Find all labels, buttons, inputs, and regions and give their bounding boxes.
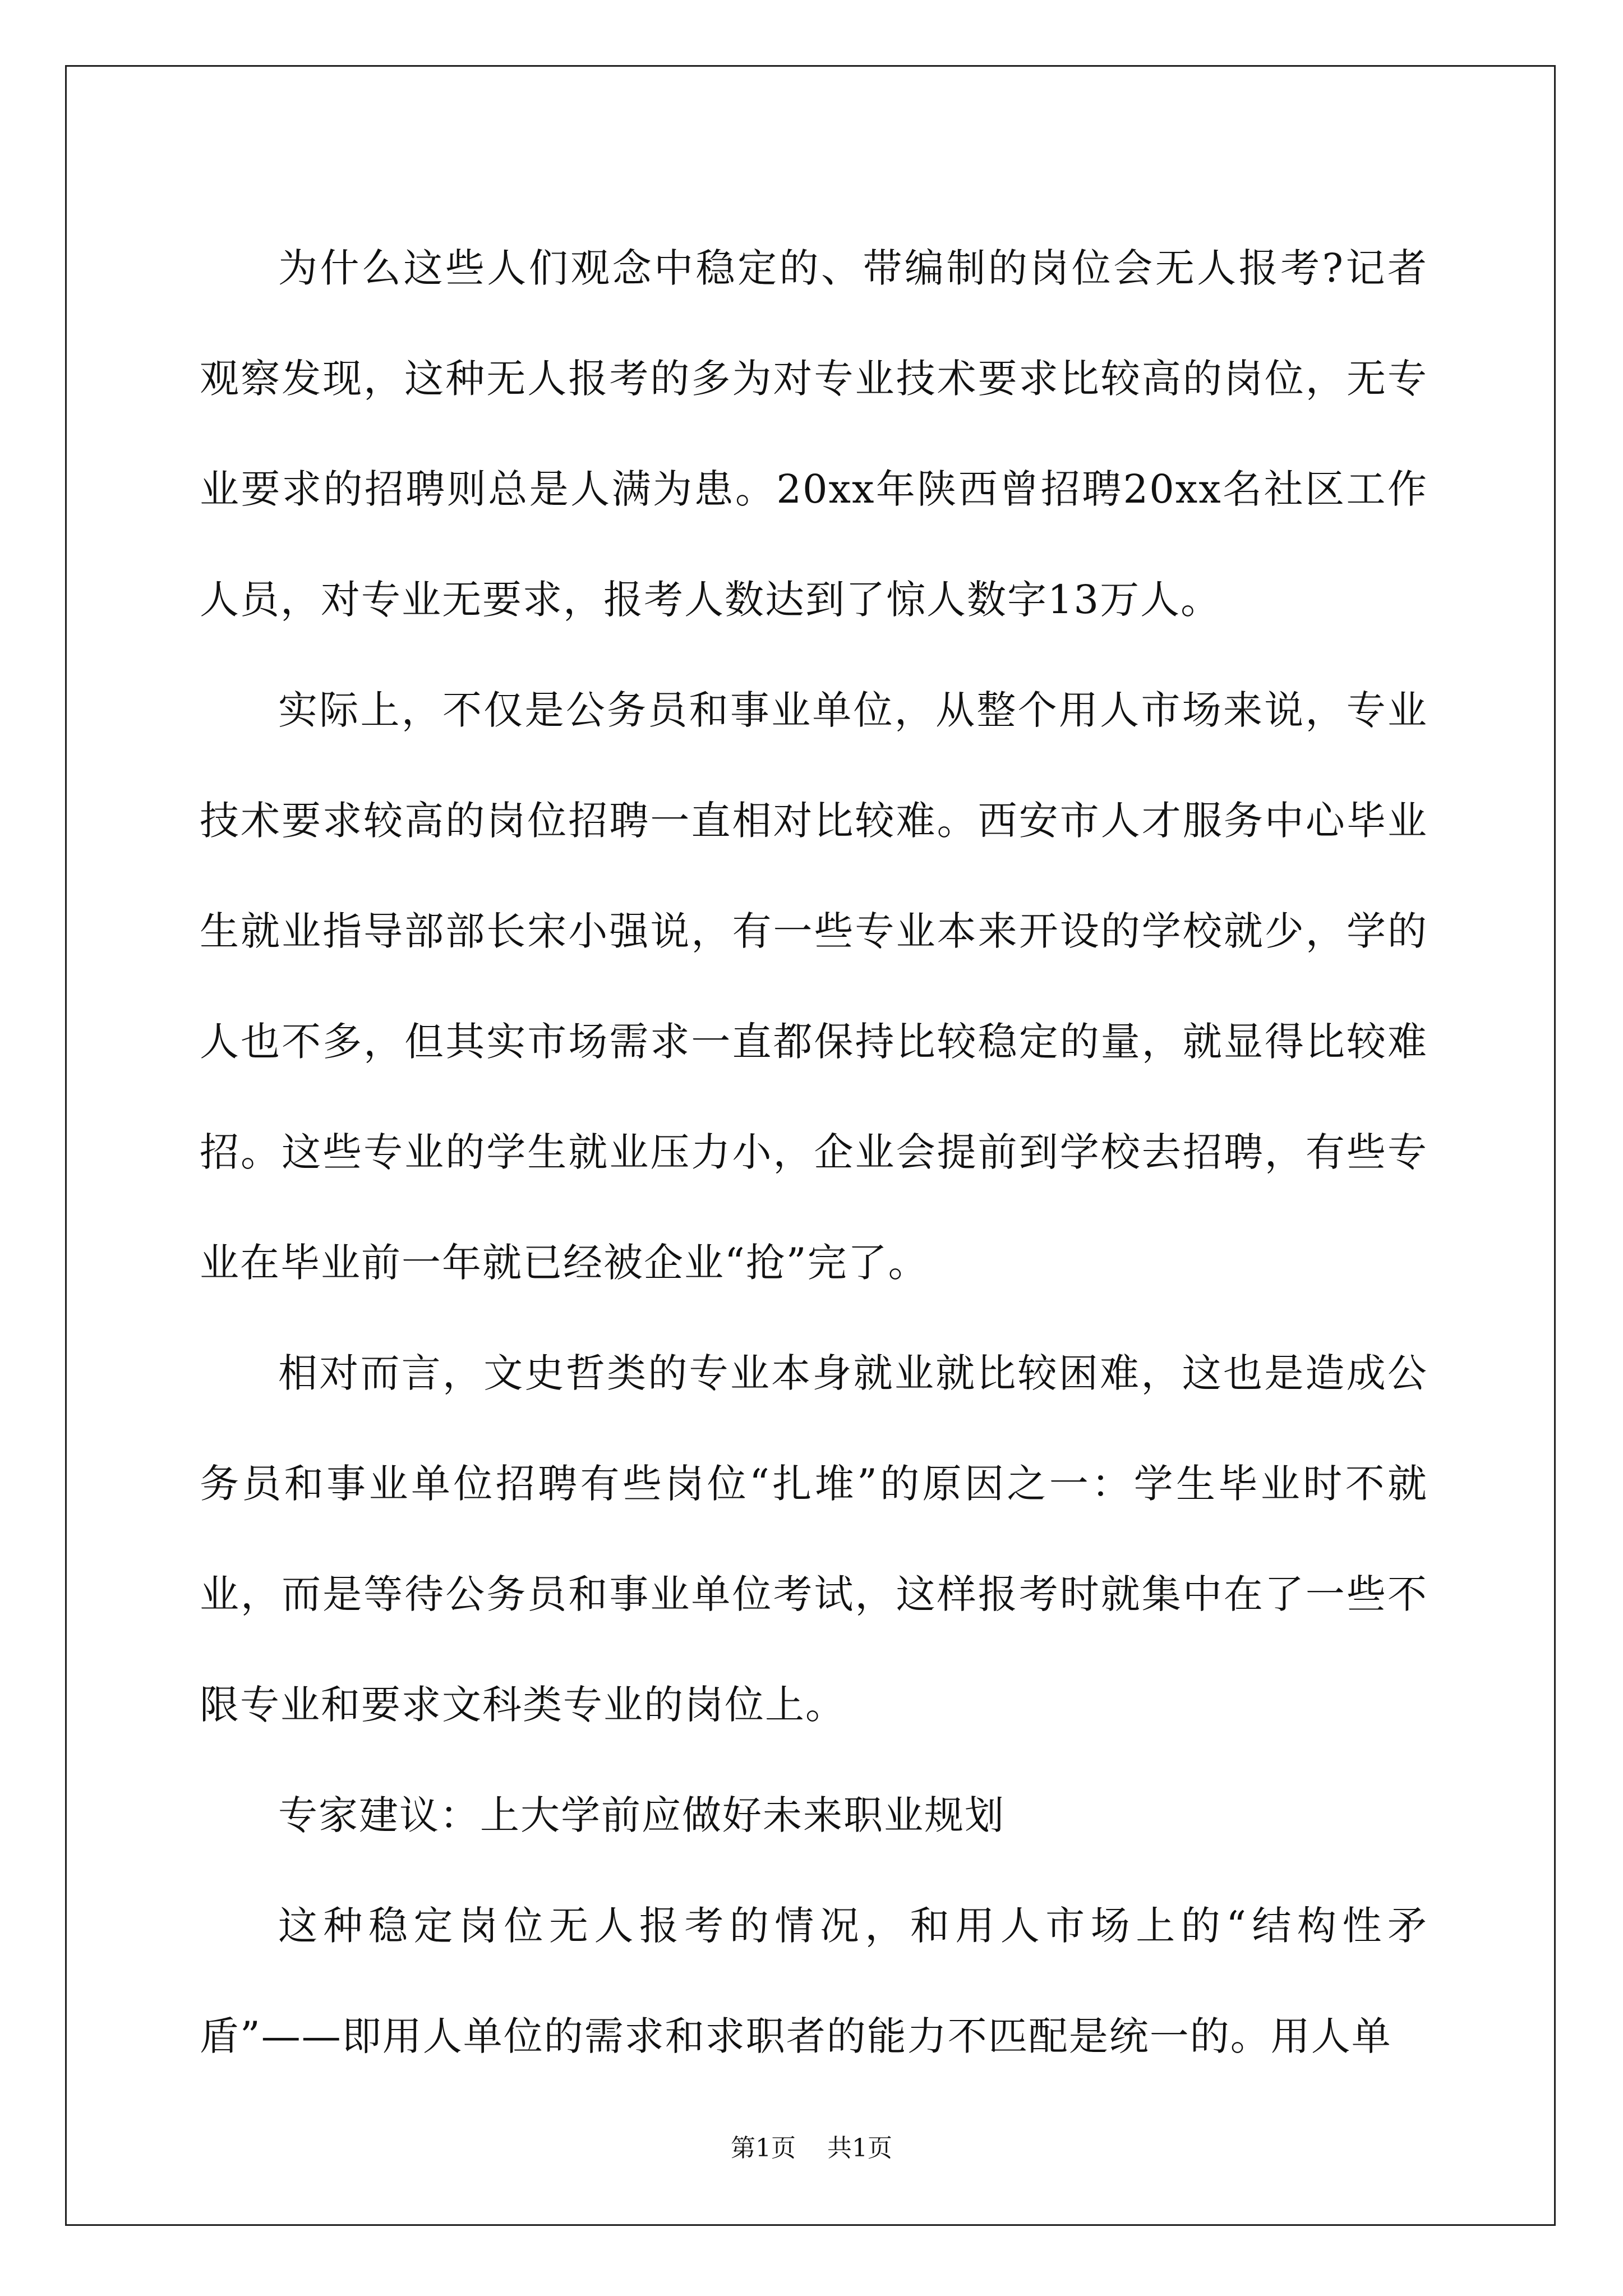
document-body bbox=[200, 213, 1428, 2092]
paragraph-4: 这种稳定岗位无人报考的情况，和用人市场上的“结构性矛盾”——即用人单位的需求和求职者的能力不匹配是统一的。用人单 bbox=[200, 1903, 1428, 2059]
paragraph-2: 实际上，不仅是公务员和事业单位，从整个用人市场来说，专业技术要求较高的岗位招聘一直相对比较难。西安市人才服务中心毕业生就业指导部部长宋小强说，有一些专业本来开设的学校就少，学的人也不多，但其实市场需求一直都保持比较稳定的量，就显得比较难招。这些专业的学生就业压力小，企业会提前到学校去招聘，有些专业在毕业前一年就已经被企业“抢”完了。 bbox=[200, 687, 1428, 1286]
paragraph-3: 相对而言，文史哲类的专业本身就业就比较困难，这也是造成公务员和事业单位招聘有些岗位“扎堆”的原因之一：学生毕业时不就业，而是等待公务员和事业单位考试，这样报考时就集中在了一些不限专业和要求文科类专业的岗位上。 bbox=[200, 1350, 1428, 1728]
page-total: 共1页 bbox=[827, 2134, 892, 2162]
section-heading: 专家建议：上大学前应做好未来职业规划 bbox=[278, 1792, 1005, 1838]
paragraph-1: 为什么这些人们观念中稳定的、带编制的岗位会无人报考?记者观察发现，这种无人报考的多为对专业技术要求比较高的岗位，无专业要求的招聘则总是人满为患。20xx年陕西曾招聘20xx名社区工作人员，对专业无要求，报考人数达到了惊人数字13万人。 bbox=[200, 245, 1428, 623]
page-footer bbox=[0, 2132, 1623, 2165]
page-number: 第1页 bbox=[731, 2134, 796, 2162]
